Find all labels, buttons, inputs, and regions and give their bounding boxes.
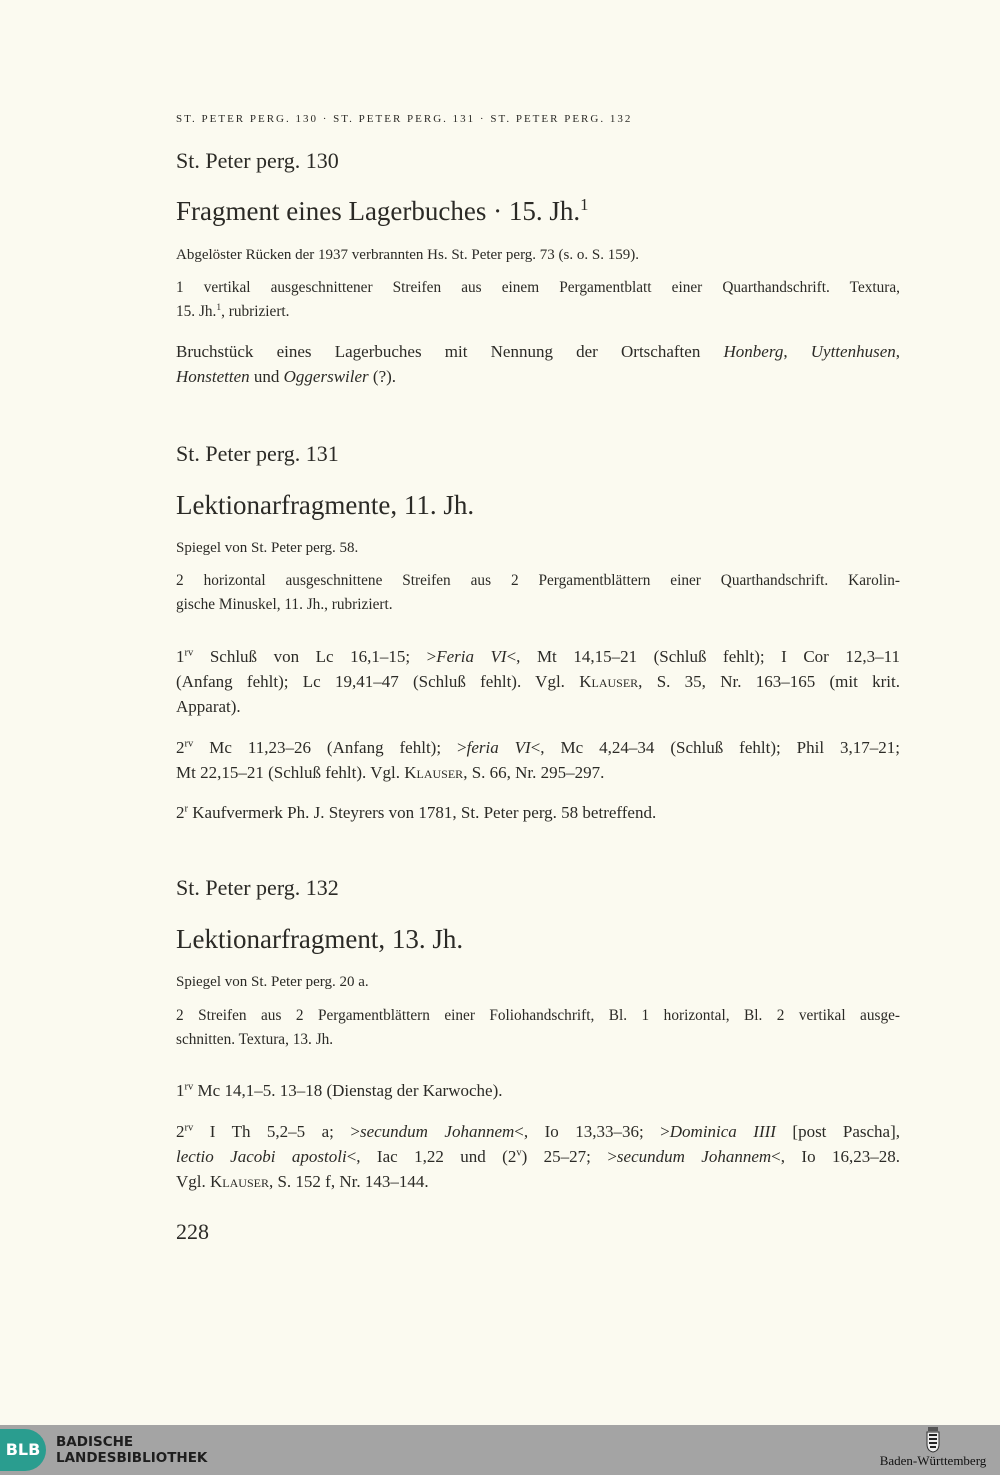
text-run: <, Io 13,33–36; > — [514, 1122, 670, 1141]
superscript: 1 — [580, 195, 589, 214]
italic-text: secundum Johannem — [616, 1147, 772, 1166]
text-run: 15. Jh. — [176, 302, 217, 320]
origin-130 — [176, 243, 900, 267]
library-name-line1: BADISCHE — [56, 1434, 134, 1450]
text-line — [176, 1119, 900, 1144]
text-run: 1 vertikal ausgeschnittener Streifen aus einem Pergamentblatt einer Quarthandschrift. Textura, — [176, 279, 900, 296]
state-name: Baden-Württemberg — [879, 1453, 987, 1468]
text-line — [176, 1004, 900, 1028]
text-run: I Th 5,2–5 a; > — [193, 1122, 360, 1141]
entry-title-131 — [176, 489, 900, 521]
text-run: Bruchstück eines Lagerbuches mit Nennung der Ortschaften — [176, 342, 724, 361]
italic-text: feria VI — [466, 738, 531, 757]
shelfmark-131: St. Peter perg. 131 — [176, 441, 339, 466]
text-line — [176, 644, 900, 669]
italic-text: Dominica IIII — [669, 1122, 776, 1141]
text-run: ) 25–27; > — [521, 1147, 617, 1166]
origin-132 — [176, 970, 900, 994]
text-run: Abgelöster Rücken der 1937 verbrannten Hs. St. Peter perg. 73 (s. o. S. 159). — [176, 247, 639, 263]
italic-text: secundum Johannem — [359, 1122, 515, 1141]
text-run: 2 — [176, 803, 185, 822]
paragraph — [176, 735, 900, 785]
text-run: <, Mt 14,15–21 (Schluß fehlt); I Cor 12,3–11 — [506, 647, 900, 666]
text-run: Spiegel von St. Peter perg. 58. — [176, 540, 359, 556]
text-run: , S. 66, Nr. 295–297. — [463, 763, 605, 782]
text-run: Vgl. — [176, 1172, 210, 1191]
author-name: Klauser — [404, 763, 464, 782]
text-run: 1 — [176, 647, 185, 666]
text-run: <, Mc 4,24–34 (Schluß fehlt); Phil 3,17–21; — [530, 738, 900, 757]
text-run: <, Iac 1,22 und (2 — [346, 1147, 517, 1166]
entry-title-130 — [176, 195, 900, 227]
library-name-line2: LANDESBIBLIOTHEK — [56, 1450, 208, 1466]
footer-bar — [0, 1425, 1000, 1475]
text-line — [176, 1078, 900, 1103]
author-name: Klauser — [579, 672, 639, 691]
shelfmark-132: St. Peter perg. 132 — [176, 875, 339, 900]
text-line — [176, 489, 900, 521]
text-line — [176, 1028, 900, 1052]
superscript: rv — [184, 647, 194, 659]
entry-title-132 — [176, 923, 900, 955]
text-line — [176, 735, 900, 760]
superscript: rv — [184, 738, 194, 750]
italic-text: Feria VI — [436, 647, 507, 666]
text-run: , S. 35, Nr. 163–165 (mit krit. — [638, 672, 900, 691]
text-line — [176, 569, 900, 593]
text-run: [post Pascha], — [775, 1122, 900, 1141]
text-run: Mc 14,1–5. 13–18 (Dienstag der Karwoche). — [193, 1081, 503, 1100]
text-run: 2 horizontal ausgeschnittene Streifen aus 2 Pergamentblättern einer Quarthandschrift. Karolin- — [176, 572, 900, 589]
page-number: 228 — [176, 1219, 209, 1244]
description-131 — [176, 569, 900, 616]
italic-text: Honstetten — [176, 367, 250, 386]
text-run: 2 — [176, 738, 185, 757]
description-130 — [176, 276, 900, 323]
text-line — [176, 593, 900, 617]
text-line — [176, 300, 900, 324]
origin-131 — [176, 536, 900, 560]
text-run: , — [783, 342, 811, 361]
text-run: Mc 11,23–26 (Anfang fehlt); > — [193, 738, 467, 757]
content-130 — [176, 339, 900, 389]
text-run: gische Minuskel, 11. Jh., rubriziert. — [176, 595, 393, 613]
text-run: (?). — [368, 367, 397, 386]
text-line — [176, 339, 900, 364]
italic-text: lectio Jacobi apostoli — [176, 1147, 347, 1166]
text-run: 2 — [176, 1122, 185, 1141]
text-line — [176, 694, 900, 719]
paragraph — [176, 644, 900, 719]
superscript: 1 — [216, 302, 222, 313]
superscript: rv — [184, 1122, 194, 1134]
text-line — [176, 243, 900, 267]
text-run: (Anfang fehlt); Lc 19,41–47 (Schluß fehlt). Vgl. — [176, 672, 580, 691]
text-line — [176, 1144, 900, 1169]
blb-logo[interactable]: BLB — [0, 1429, 46, 1471]
text-run: Schluß von Lc 16,1–15; > — [193, 647, 437, 666]
italic-text: Uyttenhusen — [810, 342, 896, 361]
paragraph — [176, 800, 900, 825]
italic-text: Oggerswiler — [283, 367, 369, 386]
running-header: ST. PETER PERG. 130 · ST. PETER PERG. 131 · ST. PETER PERG. 132 — [176, 113, 633, 125]
superscript: v — [516, 1147, 522, 1159]
text-line — [176, 760, 900, 785]
superscript: r — [184, 803, 189, 815]
text-line — [176, 536, 900, 560]
text-run: , S. 152 f, Nr. 143–144. — [268, 1172, 429, 1191]
author-name: Klauser — [210, 1172, 269, 1191]
paragraph — [176, 339, 900, 389]
text-line — [176, 1169, 900, 1194]
text-run: Apparat). — [176, 697, 241, 716]
text-run: 1 — [176, 1081, 185, 1100]
text-line — [176, 669, 900, 694]
text-run: Lektionarfragment, 13. Jh. — [176, 924, 464, 954]
text-run: Mt 22,15–21 (Schluß fehlt). Vgl. — [176, 763, 405, 782]
text-line — [176, 800, 900, 825]
description-132 — [176, 1004, 900, 1051]
text-run: , rubriziert. — [221, 302, 290, 320]
content-131 — [176, 644, 900, 825]
text-line — [176, 195, 900, 227]
baden-wuerttemberg-logo[interactable] — [868, 1427, 998, 1469]
text-run: Fragment eines Lagerbuches · 15. Jh. — [176, 196, 581, 226]
italic-text: Honberg — [723, 342, 784, 361]
coat-of-arms-icon — [925, 1427, 941, 1453]
text-run: Kaufvermerk Ph. J. Steyrers von 1781, St. Peter perg. 58 betreffend. — [188, 803, 657, 822]
content-132 — [176, 1078, 900, 1194]
text-run: schnitten. Textura, 13. Jh. — [176, 1030, 334, 1048]
shelfmark-130: St. Peter perg. 130 — [176, 148, 339, 173]
paragraph — [176, 1119, 900, 1194]
text-line — [176, 970, 900, 994]
superscript: rv — [184, 1081, 194, 1093]
text-run: 2 Streifen aus 2 Pergamentblättern einer Foliohandschrift, Bl. 1 horizontal, Bl. 2 vertikal ausge- — [176, 1007, 900, 1024]
text-run: Lektionarfragmente, 11. Jh. — [176, 490, 475, 520]
text-run: Spiegel von St. Peter perg. 20 a. — [176, 974, 369, 990]
text-run: , — [895, 342, 900, 361]
text-run: und — [249, 367, 284, 386]
library-name[interactable] — [56, 1434, 207, 1466]
paragraph — [176, 1078, 900, 1103]
text-line — [176, 923, 900, 955]
text-run: <, Io 16,23–28. — [771, 1147, 900, 1166]
text-line — [176, 364, 900, 389]
text-line — [176, 276, 900, 300]
